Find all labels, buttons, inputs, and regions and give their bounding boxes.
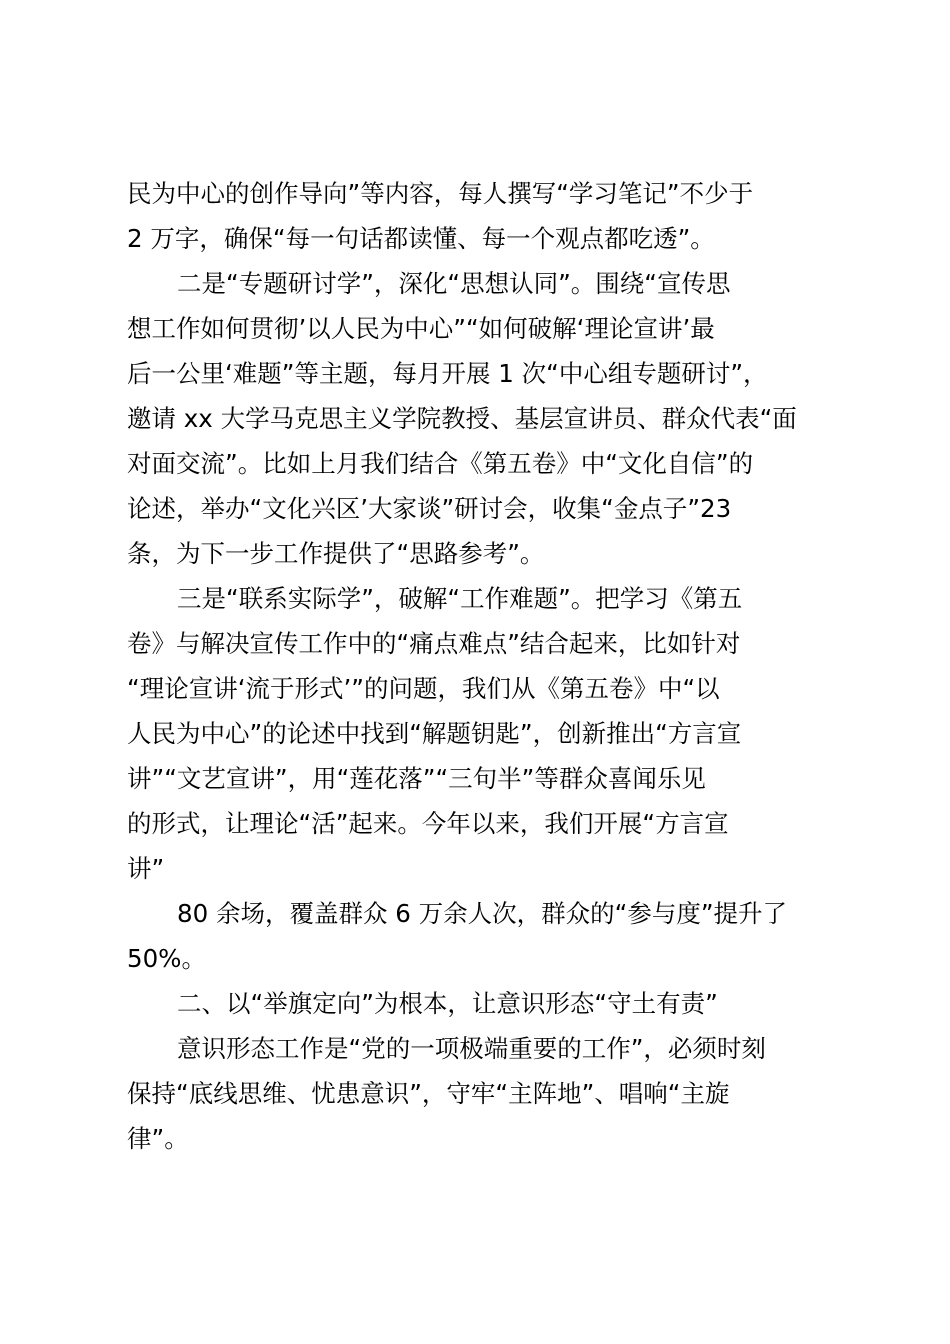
text-line: 人民为中心”的论述中找到“解题钥匙”，创新推出“方言宣 <box>127 719 742 748</box>
paragraph-start-line: 意识形态工作是“党的一项极端重要的工作”，必须时刻 <box>177 1034 766 1063</box>
text-line: 民为中心的创作导向”等内容，每人撰写“学习笔记”不少于 <box>127 179 754 208</box>
text-line: 讲” <box>127 854 165 883</box>
text-line: 对面交流”。比如上月我们结合《第五卷》中“文化自信”的 <box>127 449 754 478</box>
text-line: 卷》与解决宣传工作中的“痛点难点”结合起来，比如针对 <box>127 629 741 658</box>
text-line: 的形式，让理论“活”起来。今年以来，我们开展“方言宣 <box>127 809 729 838</box>
paragraph-start-line: 三是“联系实际学”，破解“工作难题”。把学习《第五 <box>177 584 743 613</box>
text-line: “理论宣讲‘流于形式’”的问题，我们从《第五卷》中“以 <box>127 674 720 703</box>
text-line: 后一公里‘难题”等主题，每月开展 1 次“中心组专题研讨”， <box>127 359 768 388</box>
text-line: 想工作如何贯彻’以人民为中心”“如何破解‘理论宣讲’最 <box>127 314 715 343</box>
text-line: 条，为下一步工作提供了“思路参考”。 <box>127 539 545 568</box>
paragraph-start-line: 80 余场，覆盖群众 6 万余人次，群众的“参与度”提升了 <box>177 899 788 928</box>
text-line: 律”。 <box>127 1124 189 1153</box>
section-heading: 二、以“举旗定向”为根本，让意识形态“守土有责” <box>177 989 718 1018</box>
paragraph-start-line: 二是“专题研讨学”，深化“思想认同”。围绕“宣传思 <box>177 269 731 298</box>
text-line: 讲”“文艺宣讲”，用“莲花落”“三句半”等群众喜闻乐见 <box>127 764 706 793</box>
text-line: 50%。 <box>127 944 206 973</box>
text-line: 邀请 xx 大学马克思主义学院教授、基层宣讲员、群众代表“面 <box>127 404 797 433</box>
text-line: 保持“底线思维、忧患意识”，守牢“主阵地”、唱响“主旋 <box>127 1079 730 1108</box>
text-line: 2 万字，确保“每一句话都读懂、每一个观点都吃透”。 <box>127 224 715 253</box>
text-line: 论述，举办“文化兴区’大家谈”研讨会，收集“金点子”23 <box>127 494 732 523</box>
